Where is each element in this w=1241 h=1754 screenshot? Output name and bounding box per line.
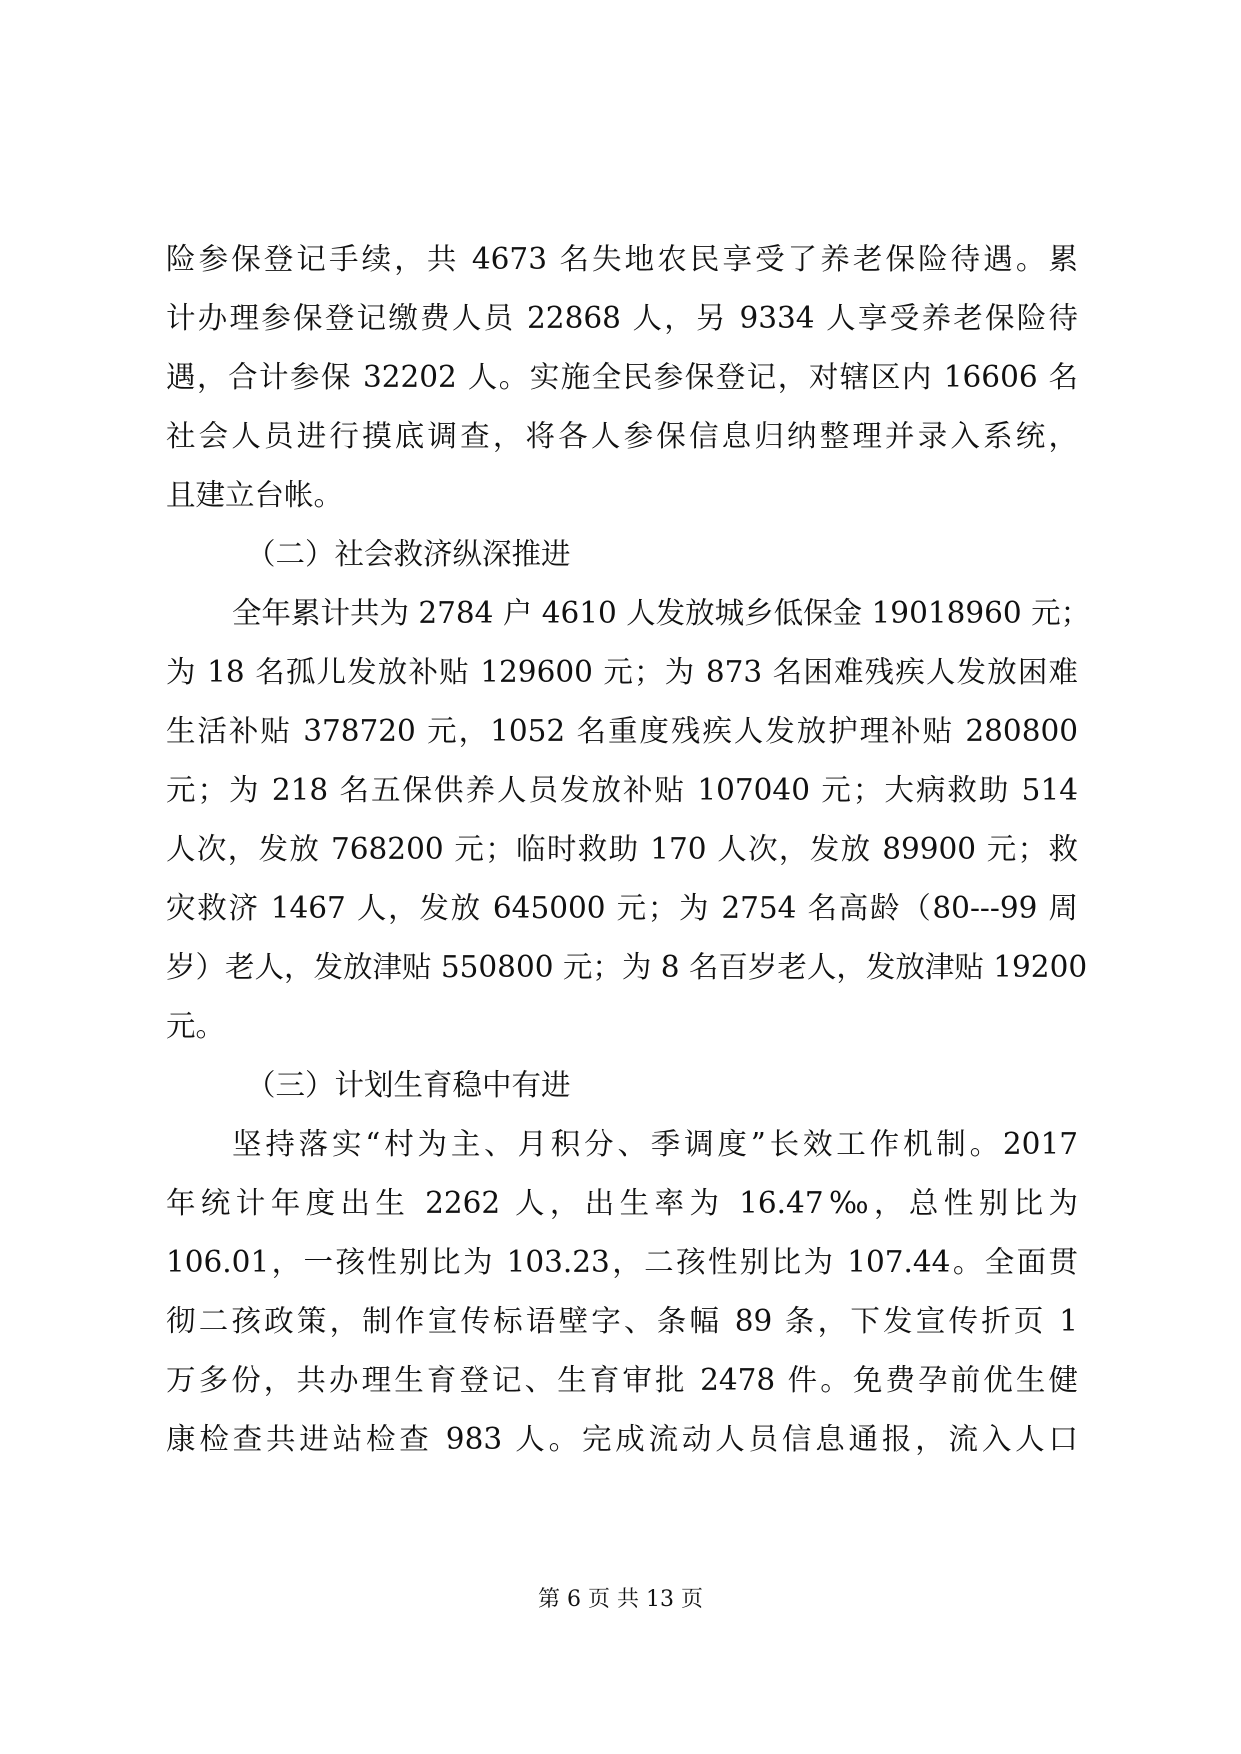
text-line: 社会人员进行摸底调查，将各人参保信息归纳整理并录入系统， xyxy=(166,419,1078,453)
text-line: 且建立台帐。 xyxy=(166,478,344,512)
text-line: 人次，发放 768200 元；临时救助 170 人次，发放 89900 元；救 xyxy=(166,832,1078,866)
page-number-footer: 第 6 页 共 13 页 xyxy=(538,1587,703,1612)
text-line: 生活补贴 378720 元，1052 名重度残疾人发放护理补贴 280800 xyxy=(166,714,1078,748)
text-line: 全年累计共为 2784 户 4610 人发放城乡低保金 19018960 元； xyxy=(232,596,1091,630)
text-line: 为 18 名孤儿发放补贴 129600 元；为 873 名困难残疾人发放困难 xyxy=(166,655,1078,689)
text-line: 坚持落实“村为主、月积分、季调度”长效工作机制。2017 xyxy=(232,1127,1078,1161)
text-line: 遇，合计参保 32202 人。实施全民参保登记，对辖区内 16606 名 xyxy=(166,360,1078,394)
text-line: 灾救济 1467 人，发放 645000 元；为 2754 名高龄（80---99 周 xyxy=(166,891,1078,925)
text-line: 计办理参保登记缴费人员 22868 人，另 9334 人享受养老保险待 xyxy=(166,301,1078,335)
text-line: 康检查共进站检查 983 人。完成流动人员信息通报，流入人口 xyxy=(166,1422,1078,1456)
body-text xyxy=(166,230,1091,1469)
section-heading: （二）社会救济纵深推进 xyxy=(246,537,571,571)
text-line: 元；为 218 名五保供养人员发放补贴 107040 元；大病救助 514 xyxy=(166,773,1078,807)
text-line: 年统计年度出生 2262 人，出生率为 16.47‰，总性别比为 xyxy=(166,1186,1078,1220)
text-line: 元。 xyxy=(166,1009,226,1043)
text-line: 106.01，一孩性别比为 103.23，二孩性别比为 107.44。全面贯 xyxy=(166,1245,1078,1279)
text-line: 万多份，共办理生育登记、生育审批 2478 件。免费孕前优生健 xyxy=(166,1363,1078,1397)
text-line: 险参保登记手续，共 4673 名失地农民享受了养老保险待遇。累 xyxy=(166,242,1078,276)
text-line: 岁）老人，发放津贴 550800 元；为 8 名百岁老人，发放津贴 19200 xyxy=(166,950,1088,984)
section-heading: （三）计划生育稳中有进 xyxy=(246,1068,571,1102)
text-line: 彻二孩政策，制作宣传标语壁字、条幅 89 条，下发宣传折页 1 xyxy=(166,1304,1078,1338)
